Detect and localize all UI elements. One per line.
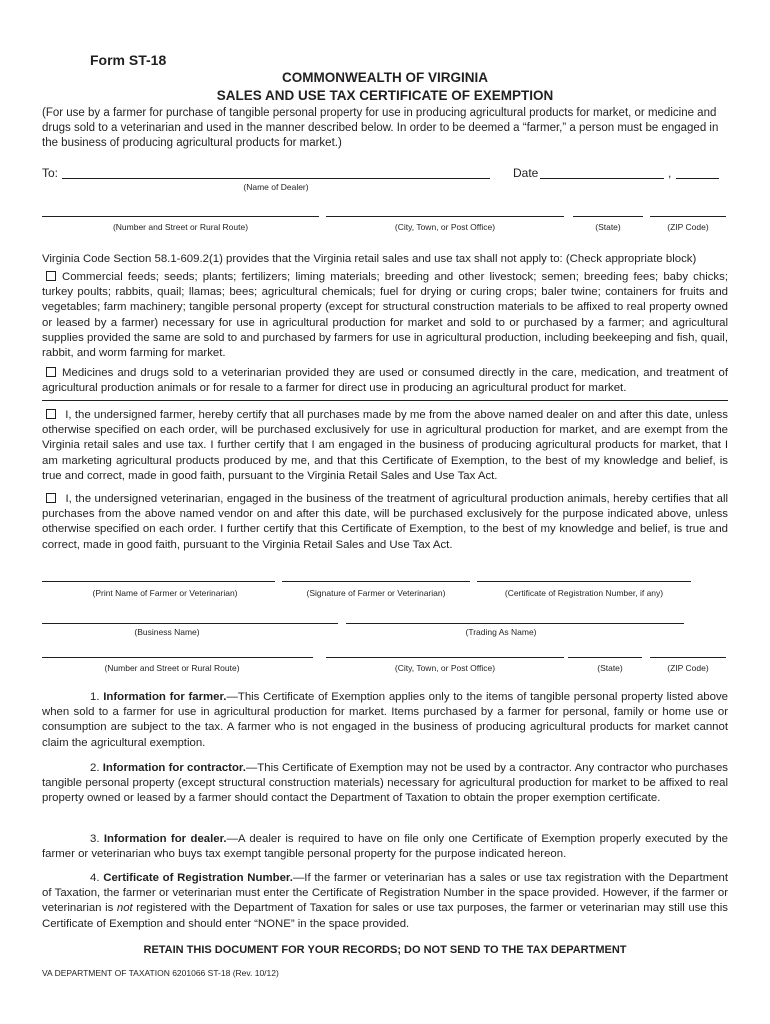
instruction-3-heading: Information for dealer. xyxy=(103,833,227,845)
instruction-4-text-after: registered with the Department of Taxation for sales or use tax purposes, the farmer or veterinarian may still use this Certificate of Exemption and should enter “NONE” in the space provided. xyxy=(42,902,728,930)
print-name-field[interactable] xyxy=(42,581,275,582)
business-name-field[interactable] xyxy=(42,623,338,624)
instruction-4-number: 4. xyxy=(90,872,100,884)
farmer-state-field[interactable] xyxy=(568,657,642,658)
farmer-zip-field[interactable] xyxy=(650,657,726,658)
farmer-city-field[interactable] xyxy=(326,657,564,658)
farmer-street-field[interactable] xyxy=(42,657,313,658)
form-id: Form ST-18 xyxy=(90,52,167,68)
instruction-2 xyxy=(42,761,728,807)
instruction-1-number: 1. xyxy=(90,691,100,703)
option-medicines-text: Medicines and drugs sold to a veterinarian provided they are used or consumed directly in the care, medication, and treatment of agricultural production animals or for resale to a farmer for direct use in producing an agricultural product for market. xyxy=(42,367,728,395)
print-name-caption: (Print Name of Farmer or Veterinarian) xyxy=(92,588,238,598)
trading-caption: (Trading As Name) xyxy=(465,627,537,637)
dealer-zip-caption: (ZIP Code) xyxy=(667,222,709,232)
date-field[interactable] xyxy=(540,178,664,179)
farmer-street-caption: (Number and Street or Rural Route) xyxy=(104,663,240,673)
farmer-certification-text: I, the undersigned farmer, hereby certify that all purchases made by me from the above named dealer on and after this date, unless otherwise specified on each order, will be purchased exclusively for use in agricultural production for market, and are exempt from the Virginia retail sales and use tax. I further certify that I am engaged in the business of producing agricultural products for market, that I am marketing agricultural products produced by me, and that this Certificate of Exemption, to the best of my knowledge and belief, is true and correct, made in good faith, pursuant to the Virginia Retail Sales and Use Tax Act. xyxy=(42,409,728,482)
dealer-city-field[interactable] xyxy=(326,216,564,217)
instruction-4-heading: Certificate of Registration Number. xyxy=(103,872,293,884)
farmer-city-caption: (City, Town, or Post Office) xyxy=(394,663,496,673)
instruction-2-heading: Information for contractor. xyxy=(102,762,246,774)
dealer-street-caption: (Number and Street or Rural Route) xyxy=(112,222,249,232)
signature-caption: (Signature of Farmer or Veterinarian) xyxy=(306,588,446,598)
date-year-field[interactable] xyxy=(676,178,719,179)
dealer-street-field[interactable] xyxy=(42,216,319,217)
veterinarian-checkbox[interactable] xyxy=(46,493,56,503)
footer-form-code: VA DEPARTMENT OF TAXATION 6201066 ST-18 (Rev. 10/12) xyxy=(42,968,279,978)
section-divider xyxy=(42,400,728,401)
instruction-2-text: —This Certificate of Exemption may not be used by a contractor. Any contractor who purchases tangible personal property (except structural construction materials) necessary for agricultural production for market to be affixed to real property owned or leased by a farmer should contact the Department of Taxation to obtain the proper exemption certificate. xyxy=(42,762,728,805)
dealer-city-caption: (City, Town, or Post Office) xyxy=(394,222,496,232)
veterinarian-certification xyxy=(42,492,728,553)
date-comma: , xyxy=(668,166,672,180)
option-commercial-text: Commercial feeds; seeds; plants; fertilizers; liming materials; breeding and other livestock; semen; breeding fees; baby chicks; turkey poults; rabbits, quail; llamas; bees; agricultural chemicals; fuel for drying or curing crops; baler twine; containers for fruits and vegetables; farm machinery; tangible personal property (except for structural construction materials to be affixed to real property owned or leased by a farmer) necessary for use in agricultural production for market and sold to or purchased by a farmer; and agricultural supplies provided the same are sold to and purchased by farmers for use in agricultural production, including beekeeping and fish, quail, rabbit, and worm farming for market. xyxy=(42,271,728,360)
veterinarian-certification-text: I, the undersigned veterinarian, engaged in the business of the treatment of agricultural production animals, hereby certifies that all purchases from the above named vendor on and after this date, will be purchased exclusively for the purpose indicated above, unless otherwise specified on each order. I further certify that this Certificate of Exemption, to the best of my knowledge and belief, is true and correct, made in good faith, pursuant to the Virginia Retail Sales and Use Tax Act. xyxy=(42,493,729,551)
registration-number-field[interactable] xyxy=(477,581,691,582)
instruction-2-number: 2. xyxy=(90,762,100,774)
commercial-checkbox[interactable] xyxy=(46,271,56,281)
dealer-name-field[interactable] xyxy=(62,178,490,179)
farmer-certification xyxy=(42,408,728,484)
dealer-zip-field[interactable] xyxy=(650,216,726,217)
instruction-1-heading: Information for farmer. xyxy=(103,691,227,703)
date-label: Date xyxy=(513,166,539,180)
option-commercial xyxy=(42,270,728,361)
farmer-zip-caption: (ZIP Code) xyxy=(667,663,709,673)
signature-field[interactable] xyxy=(282,581,470,582)
code-statement: Virginia Code Section 58.1-609.2(1) provides that the Virginia retail sales and use tax shall not apply to: (Check appropriate block) xyxy=(42,253,697,265)
business-caption: (Business Name) xyxy=(134,627,200,637)
title-line-2: SALES AND USE TAX CERTIFICATE OF EXEMPTION xyxy=(216,88,554,103)
registration-caption: (Certificate of Registration Number, if any) xyxy=(504,588,664,598)
medicines-checkbox[interactable] xyxy=(46,367,56,377)
instruction-1 xyxy=(42,690,728,751)
trading-as-field[interactable] xyxy=(346,623,684,624)
instruction-3 xyxy=(42,832,728,862)
instruction-3-text: —A dealer is required to have on file only one Certificate of Exemption properly executed by the farmer or veterinarian who buys tax exempt tangible personal property for the purpose indicated hereon. xyxy=(42,833,728,861)
instruction-1-text: —This Certificate of Exemption applies only to the items of tangible personal property listed above when sold to a farmer for use in agricultural production for market. Items purchased by a farmer for personal, family or home use or consumption are subject to the tax. A farmer who is not engaged in the business of producing agricultural products for market cannot claim the agricultural exemption. xyxy=(42,691,728,749)
dealer-state-field[interactable] xyxy=(573,216,643,217)
instruction-4-text-italic: not xyxy=(116,902,133,915)
farmer-checkbox[interactable] xyxy=(46,409,56,419)
option-medicines xyxy=(42,366,728,396)
dealer-name-caption: (Name of Dealer) xyxy=(243,182,309,192)
to-label: To: xyxy=(42,166,59,180)
retain-notice: RETAIN THIS DOCUMENT FOR YOUR RECORDS; DO NOT SEND TO THE TAX DEPARTMENT xyxy=(143,944,627,956)
instruction-3-number: 3. xyxy=(90,833,100,845)
farmer-state-caption: (State) xyxy=(597,663,623,673)
intro-text: (For use by a farmer for purchase of tangible personal property for use in producing agricultural products for market, or medicine and drugs sold to a veterinarian and used in the manner described below. In order to be deemed a “farmer,” a person must be engaged in the business of producing agricultural products for market.) xyxy=(42,107,719,149)
dealer-state-caption: (State) xyxy=(595,222,621,232)
instruction-4-text-before: —If the farmer or veterinarian has a sales or use tax registration with the Department of Taxation, the farmer or veterinarian must enter the Certificate of Registration Number in the space provided. However, if the farmer or veterinarian is xyxy=(42,872,729,915)
instruction-4 xyxy=(42,871,728,932)
title-line-1: COMMONWEALTH OF VIRGINIA xyxy=(282,70,488,85)
